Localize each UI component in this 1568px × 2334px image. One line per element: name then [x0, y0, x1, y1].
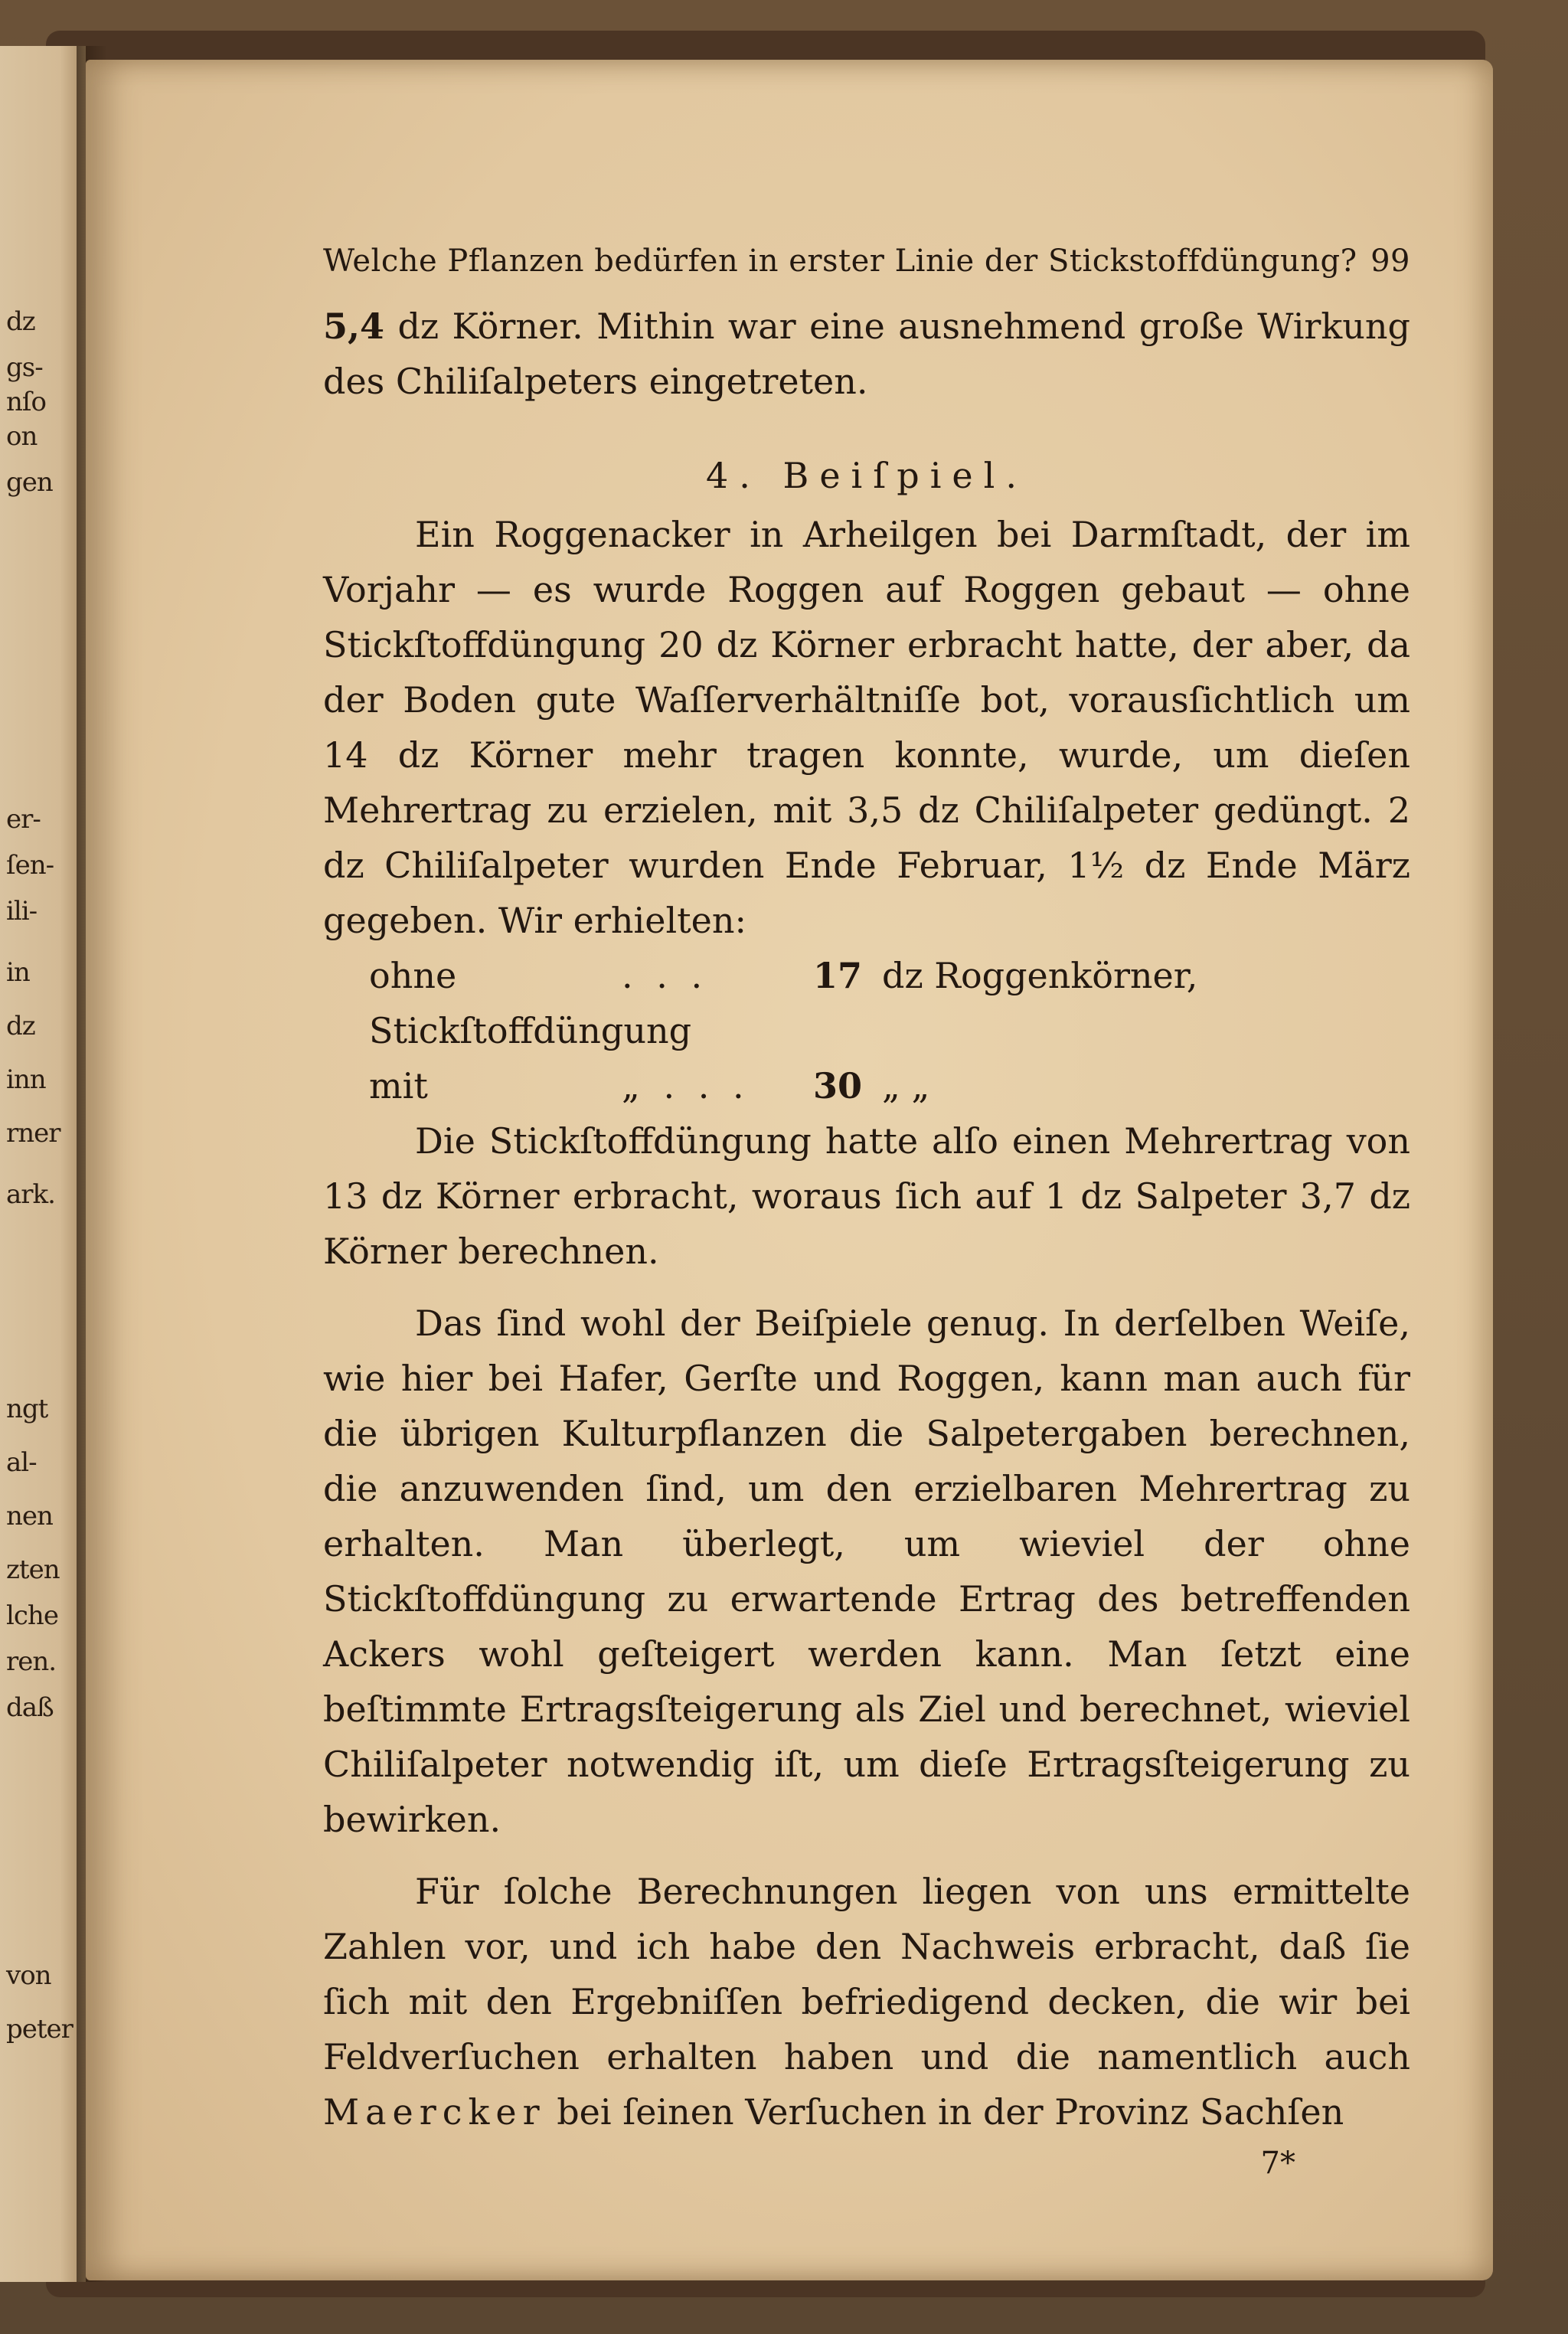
result-row — [323, 1058, 1410, 1113]
page-text-block — [323, 244, 1410, 2181]
result-row — [323, 948, 1410, 1058]
example-paragraph: Ein Roggenacker in Arheilgen bei Darmſtadt, der im Vorjahr — es wurde Roggen auf Roggen gebaut — ohne Stickſtoffdüngung 20 dz Körner erbracht hatte, der aber, da der Boden gute Waſſerverhältniſſe bot, vorausſichtlich um 14 dz Körner mehr tragen konnte, wurde, um dieſen Mehrertrag zu erzielen, mit 3,5 dz Chiliſalpeter gedüngt. 2 dz Chiliſalpeter wurden Ende Februar, 1½ dz Ende März gegeben. Wir erhielten: — [323, 514, 1410, 941]
result-value: 17 — [813, 955, 863, 996]
paragraph-3-after: bei ſeinen Verſuchen in der Provinz Sachſen — [545, 2091, 1344, 2133]
author-name-maercker: Maercker — [323, 2091, 546, 2133]
body-paragraph-2: Das ſind wohl der Beiſpiele genug. In derſelben Weiſe, wie hier bei Hafer, Gerſte und Roggen, kann man auch für die übrigen Kulturpflanzen die Salpetergaben berechnen, die anzuwenden ſind, um den erzielbaren Mehrertrag zu erhalten. Man überlegt, um wieviel der ohne Stickſtoffdüngung zu erwartende Ertrag des betreffenden Ackers wohl geſteigert werden kann. Man ſetzt eine beſtimmte Ertragsſteigerung als Ziel und berechnet, wieviel Chiliſalpeter notwendig iſt, um dieſe Ertragsſteigerung zu bewirken. — [323, 1303, 1410, 1840]
left-page-fragment: lche — [6, 1600, 58, 1631]
left-page-fragment: zten — [6, 1554, 60, 1585]
left-page-fragment: ark. — [6, 1179, 55, 1210]
left-page-fragment: ili- — [6, 896, 38, 927]
left-page-fragment: inn — [6, 1064, 46, 1095]
left-page-fragment: peter — [6, 2014, 73, 2045]
left-page-fragment: rner — [6, 1118, 60, 1149]
left-facing-page — [0, 46, 86, 2282]
result-unit: dz Roggenkörner, — [882, 955, 1198, 996]
result-dots: . . . — [622, 955, 709, 996]
intro-bold-lead: 5,4 — [323, 306, 385, 347]
page-number: 99 — [1370, 244, 1410, 279]
body-paragraph-3 — [323, 1864, 1410, 2140]
left-page-fragment: in — [6, 957, 30, 988]
intro-paragraph — [323, 299, 1410, 409]
left-page-fragment: ren. — [6, 1646, 57, 1677]
left-page-fragment: er- — [6, 804, 41, 835]
running-head-title: Welche Pflanzen bedürfen in erster Linie der Stickstoffdüngung? — [323, 244, 1357, 279]
result-dots: „ . . . — [622, 1065, 750, 1107]
example-conclusion: Die Stickſtoffdüngung hatte alſo einen Mehrertrag von 13 dz Körner erbracht, woraus ſich auf 1 dz Salpeter 3,7 dz Körner berechnen. — [323, 1120, 1410, 1272]
left-page-fragment: gen — [6, 467, 53, 498]
left-page-fragment: ngt — [6, 1394, 48, 1424]
right-page — [86, 60, 1493, 2280]
left-page-fragment: gs- — [6, 352, 43, 383]
left-page-fragment: nen — [6, 1501, 53, 1531]
left-page-fragment: al- — [6, 1447, 37, 1478]
left-page-fragment: daß — [6, 1692, 54, 1723]
signature-mark: 7* — [1260, 2146, 1295, 2181]
left-page-fragment: ſen- — [6, 850, 54, 881]
left-page-fragment: on — [6, 421, 38, 452]
result-label: ohne Stickſtoffdüngung — [369, 955, 692, 1051]
left-page-fragment: dz — [6, 306, 35, 337]
paragraph-3-before: Für ſolche Berechnungen liegen von uns ermittelte Zahlen vor, und ich habe den Nachweis erbracht, daß ſie ſich mit den Ergebniſſen befriedigend decken, die wir bei Feldverſuchen erhalten haben und die namentlich auch — [323, 1871, 1410, 2077]
results-table — [323, 948, 1410, 1113]
example-heading: 4. Beiſpiel. — [706, 455, 1027, 496]
result-unit: „ „ — [882, 1065, 930, 1107]
result-value: 30 — [813, 1065, 863, 1107]
intro-text: dz Körner. Mithin war eine ausnehmend große Wirkung des Chiliſalpeters eingetreten. — [323, 306, 1410, 402]
left-page-fragment: dz — [6, 1011, 35, 1041]
result-label: mit — [369, 1065, 428, 1107]
left-page-fragment: nſo — [6, 387, 46, 417]
running-head — [323, 244, 1410, 279]
left-page-fragment: von — [6, 1960, 51, 1991]
